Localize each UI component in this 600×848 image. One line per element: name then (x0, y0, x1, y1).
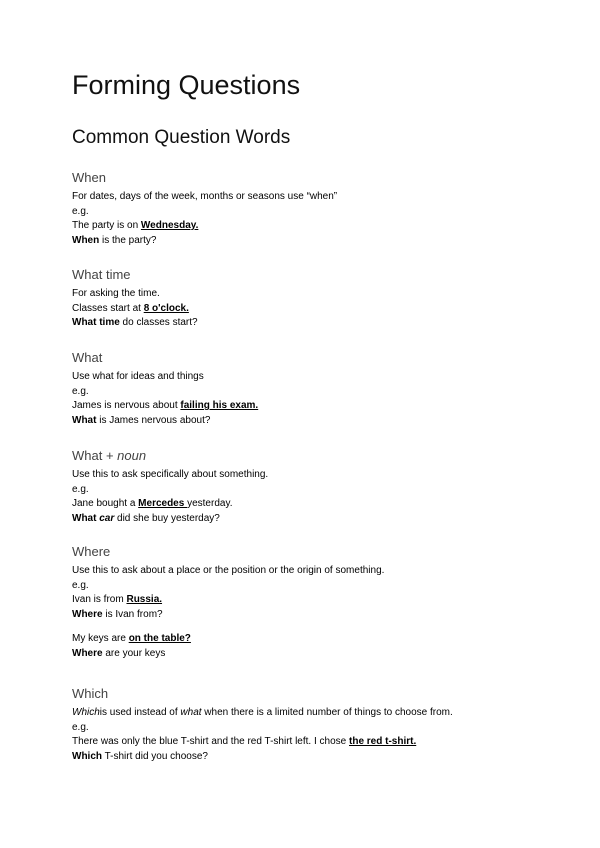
heading-italic: noun (117, 448, 147, 463)
question-word: What time (72, 317, 120, 328)
page-subtitle: Common Question Words (72, 127, 291, 148)
example-text: James is nervous about (72, 400, 181, 411)
example-text-end: yesterday. (187, 498, 233, 509)
section-when (72, 170, 542, 248)
italic-word: Which (72, 707, 100, 718)
example-answer: Russia. (126, 594, 163, 605)
section-what-noun (72, 448, 542, 526)
example-question (72, 414, 542, 429)
section-description: For dates, days of the week, months or seasons use “when” (72, 191, 338, 202)
heading-text: What + (72, 448, 118, 463)
description-text-end: when there is a limited number of things to choose from. (201, 707, 453, 718)
example-label: e.g. (72, 579, 89, 591)
question-text: did she buy yesterday? (114, 512, 220, 524)
section-heading: What (72, 350, 103, 365)
page-title: Forming Questions (72, 70, 301, 100)
example-sentence (72, 399, 542, 414)
example-label: e.g. (72, 483, 89, 495)
example-sentence (72, 219, 542, 234)
section-description: For asking the time. (72, 288, 160, 299)
question-word: What (72, 512, 100, 524)
section-heading: What time (72, 267, 131, 282)
example-question (72, 316, 542, 331)
example-question (72, 234, 542, 249)
section-where (72, 544, 542, 661)
description-text: is used instead of (99, 707, 181, 718)
example-question (72, 647, 542, 662)
section-heading: Where (72, 544, 111, 559)
example-answer: 8 o'clock. (143, 302, 189, 314)
question-text: do classes start? (119, 317, 198, 328)
section-description: Use this to ask specifically about something. (72, 469, 269, 480)
section-description (72, 706, 542, 721)
example-text: The party is on (72, 220, 141, 231)
section-heading: Which (72, 686, 109, 701)
example-sentence (72, 593, 542, 608)
question-text: is the party? (99, 234, 157, 246)
section-description: Use what for ideas and things (72, 371, 204, 382)
section-description: Use this to ask about a place or the position or the origin of something. (72, 565, 385, 576)
section-heading (72, 448, 542, 463)
example-answer: Wednesday. (140, 220, 199, 231)
example-question (72, 608, 542, 623)
example-sentence (72, 735, 542, 750)
section-what (72, 350, 542, 428)
section-heading: When (72, 170, 106, 185)
example-text: Classes start at (72, 302, 144, 314)
example-answer: failing his exam. (180, 400, 259, 411)
example-answer: Mercedes (138, 498, 188, 509)
example-question (72, 750, 542, 765)
example-text: Ivan is from (72, 594, 127, 605)
question-word: When (72, 234, 100, 246)
example-label: e.g. (72, 205, 89, 217)
question-text: T-shirt did you choose? (102, 750, 208, 762)
example-sentence (72, 497, 542, 512)
example-sentence (72, 302, 542, 317)
example-answer: on the table? (128, 633, 191, 644)
example-answer: the red t-shirt. (349, 736, 417, 747)
question-word: Where (72, 647, 103, 659)
example-label: e.g. (72, 385, 89, 397)
example-label: e.g. (72, 721, 89, 733)
question-word: What (72, 414, 97, 426)
question-text: is Ivan from? (102, 608, 163, 620)
spacer (72, 622, 542, 632)
section-what-time (72, 267, 542, 331)
example-question (72, 512, 542, 527)
example-text: Jane bought a (72, 498, 139, 509)
section-which (72, 686, 542, 764)
example-text: My keys are (72, 633, 129, 644)
question-text: is James nervous about? (96, 414, 211, 426)
question-word: Which (72, 750, 102, 762)
example-text: There was only the blue T-shirt and the red T-shirt left. I chose (72, 736, 349, 747)
question-noun: car (99, 512, 115, 524)
example-sentence (72, 632, 542, 647)
italic-word: what (180, 707, 202, 718)
question-text: are your keys (102, 647, 166, 659)
question-word: Where (72, 608, 103, 620)
